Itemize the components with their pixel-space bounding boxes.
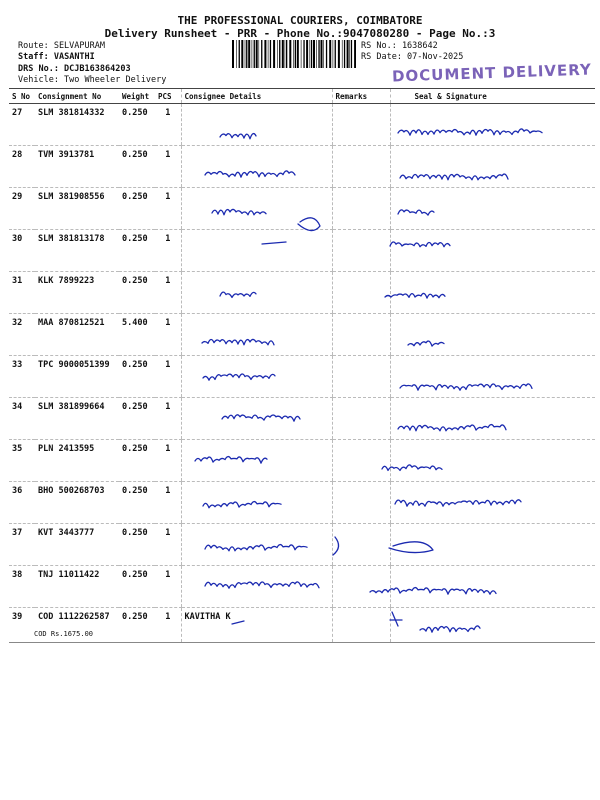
cell-pcs: 1 [155, 608, 181, 643]
cell-sno: 32 [9, 314, 35, 356]
cell-signature[interactable] [390, 272, 595, 314]
company-title: THE PROFESSIONAL COURIERS, COIMBATORE [177, 14, 423, 27]
cell-consignment: SLM 381908556 [35, 188, 119, 230]
cell-consignee[interactable] [181, 146, 332, 188]
cell-remarks[interactable] [332, 482, 390, 524]
table-row [9, 230, 595, 272]
runsheet-table [9, 88, 595, 643]
table-row [9, 440, 595, 482]
col-pcs: PCS [155, 89, 181, 104]
cell-signature[interactable] [390, 608, 595, 643]
route-text: Route: SELVAPURAM [18, 41, 105, 51]
cell-sno: 30 [9, 230, 35, 272]
table-row [9, 482, 595, 524]
cell-consignee[interactable] [181, 524, 332, 566]
cell-weight: 0.250 [119, 104, 155, 146]
cell-signature[interactable] [390, 314, 595, 356]
cell-consignee[interactable]: KAVITHA K [181, 608, 332, 643]
vehicle-text: Vehicle: Two Wheeler Delivery [18, 75, 167, 85]
cell-signature[interactable] [390, 146, 595, 188]
table-row [9, 608, 595, 643]
cell-consignment: TVM 3913781 [35, 146, 119, 188]
cell-consignment: SLM 381814332 [35, 104, 119, 146]
runsheet-subtitle: Delivery Runsheet - PRR - Phone No.:9047080280 - Page No.:3 [104, 27, 496, 40]
cell-weight: 0.250 [119, 608, 155, 643]
cell-signature[interactable] [390, 566, 595, 608]
cell-consignment: TPC 9000051399 [35, 356, 119, 398]
cell-consignment: TNJ 11011422 [35, 566, 119, 608]
cell-consignment: COD 1112262587 [35, 608, 119, 643]
table-row [9, 314, 595, 356]
cell-consignee[interactable] [181, 188, 332, 230]
cod-amount: COD Rs.1675.00 [34, 630, 94, 638]
cell-sno: 38 [9, 566, 35, 608]
table-row [9, 104, 595, 146]
table-row [9, 356, 595, 398]
cell-signature[interactable] [390, 356, 595, 398]
cell-pcs: 1 [155, 272, 181, 314]
cell-consignee[interactable] [181, 230, 332, 272]
staff-label: Staff: [18, 52, 49, 62]
cell-signature[interactable] [390, 188, 595, 230]
cell-signature[interactable] [390, 398, 595, 440]
cell-consignee[interactable] [181, 356, 332, 398]
cell-remarks[interactable] [332, 566, 390, 608]
cell-signature[interactable] [390, 104, 595, 146]
cell-signature[interactable] [390, 524, 595, 566]
cell-remarks[interactable] [332, 104, 390, 146]
cell-signature[interactable] [390, 440, 595, 482]
cell-sno: 31 [9, 272, 35, 314]
table-row [9, 398, 595, 440]
cell-consignment: KVT 3443777 [35, 524, 119, 566]
cell-weight: 0.250 [119, 356, 155, 398]
table-row [9, 272, 595, 314]
col-signature: Seal & Signature [390, 89, 595, 104]
cell-remarks[interactable] [332, 230, 390, 272]
table-header-row [9, 89, 595, 104]
cell-remarks[interactable] [332, 440, 390, 482]
cell-remarks[interactable] [332, 146, 390, 188]
cell-pcs: 1 [155, 188, 181, 230]
cell-weight: 5.400 [119, 314, 155, 356]
cell-sno: 36 [9, 482, 35, 524]
cell-weight: 0.250 [119, 398, 155, 440]
document-delivery-stamp: DOCUMENT DELIVERY [391, 60, 593, 86]
cell-sno: 34 [9, 398, 35, 440]
cell-pcs: 1 [155, 524, 181, 566]
cell-remarks[interactable] [332, 608, 390, 643]
cell-pcs: 1 [155, 230, 181, 272]
cell-pcs: 1 [155, 482, 181, 524]
cell-sno: 28 [9, 146, 35, 188]
cell-sno: 37 [9, 524, 35, 566]
col-weight: Weight [119, 89, 155, 104]
cell-weight: 0.250 [119, 146, 155, 188]
cell-pcs: 1 [155, 356, 181, 398]
cell-remarks[interactable] [332, 398, 390, 440]
col-sno: S No [9, 89, 35, 104]
cell-sno: 27 [9, 104, 35, 146]
cell-consignee[interactable] [181, 104, 332, 146]
table-row [9, 146, 595, 188]
cell-consignment: SLM 381899664 [35, 398, 119, 440]
rs-date: RS Date: 07-Nov-2025 [361, 52, 464, 62]
rs-number: RS No.: 1638642 [361, 41, 438, 51]
cell-consignee[interactable] [181, 314, 332, 356]
cell-pcs: 1 [155, 146, 181, 188]
cell-consignee[interactable] [181, 440, 332, 482]
cell-consignment: SLM 381813178 [35, 230, 119, 272]
table-row [9, 524, 595, 566]
cell-sno: 35 [9, 440, 35, 482]
cell-consignment: MAA 870812521 [35, 314, 119, 356]
cell-weight: 0.250 [119, 272, 155, 314]
cell-sno: 39 [9, 608, 35, 643]
cell-pcs: 1 [155, 104, 181, 146]
cell-remarks[interactable] [332, 314, 390, 356]
cell-pcs: 1 [155, 440, 181, 482]
cell-sno: 29 [9, 188, 35, 230]
staff-name: VASANTHI [53, 52, 95, 62]
cell-weight: 0.250 [119, 566, 155, 608]
cell-weight: 0.250 [119, 188, 155, 230]
cell-pcs: 1 [155, 314, 181, 356]
cell-remarks[interactable] [332, 524, 390, 566]
cell-consignment: KLK 7899223 [35, 272, 119, 314]
table-row [9, 188, 595, 230]
drs-number: DRS No.: DCJB163864203 [18, 64, 131, 74]
cell-consignee[interactable] [181, 272, 332, 314]
cell-sno: 33 [9, 356, 35, 398]
cell-remarks[interactable] [332, 188, 390, 230]
cell-signature[interactable] [390, 230, 595, 272]
cell-consignment: PLN 2413595 [35, 440, 119, 482]
table-row [9, 566, 595, 608]
cell-weight: 0.250 [119, 482, 155, 524]
cell-consignee[interactable] [181, 566, 332, 608]
cell-remarks[interactable] [332, 272, 390, 314]
cell-pcs: 1 [155, 566, 181, 608]
barcode-image [232, 40, 356, 68]
cell-consignee[interactable] [181, 482, 332, 524]
cell-consignment: BHO 500268703 [35, 482, 119, 524]
col-remarks: Remarks [332, 89, 390, 104]
cell-consignee[interactable] [181, 398, 332, 440]
cell-weight: 0.250 [119, 524, 155, 566]
col-consignment: Consignment No [35, 89, 119, 104]
staff-line [18, 52, 95, 62]
cell-weight: 0.250 [119, 230, 155, 272]
cell-weight: 0.250 [119, 440, 155, 482]
col-consignee: Consignee Details [181, 89, 332, 104]
cell-remarks[interactable] [332, 356, 390, 398]
cell-pcs: 1 [155, 398, 181, 440]
cell-signature[interactable] [390, 482, 595, 524]
